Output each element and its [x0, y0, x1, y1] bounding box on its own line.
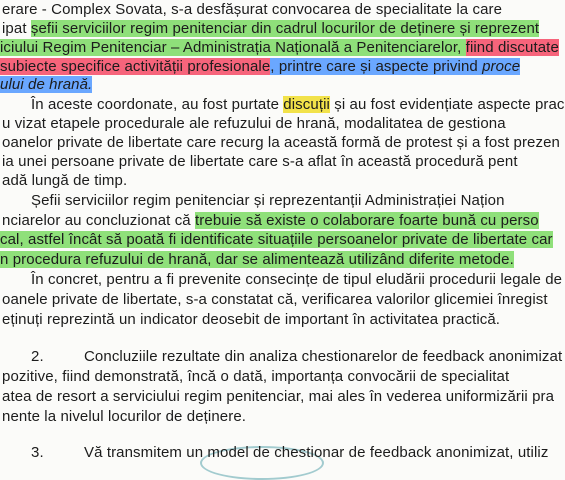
text-span: Concluziile rezultate din analiza chestionarelor de feedback anonimizat [84, 348, 563, 365]
highlight-green: n procedura refuzului de hrană, dar se alimentează utilizând diferite metode. [0, 251, 514, 268]
text-span: Vă transmitem un model de chestionar de feedback anonimizat, utiliz [84, 444, 549, 461]
highlight-blue: , printre care și aspecte privind [270, 58, 483, 75]
highlight-yellow: discuții [283, 96, 330, 113]
text-span: și au fost evidențiate aspecte prac [329, 96, 565, 113]
text-line [31, 444, 44, 462]
text-line [0, 251, 514, 269]
text-line [2, 311, 500, 329]
highlight-green: iciului Regim Penitenciar – Administrația Națională a Penitenciarelor, [0, 39, 466, 56]
text-line [31, 96, 565, 114]
highlight-green: trebuie să existe o colaborare foarte bună cu perso [195, 212, 539, 229]
list-number: 2. [31, 348, 44, 365]
text-span: ipat [2, 20, 31, 37]
text-span: oanelor private de libertate care recurg la această formă de protest și a fost prezen [2, 134, 560, 151]
text-line [31, 192, 505, 210]
text-span: nciarelor au concluzionat că [2, 212, 196, 229]
text-line [0, 58, 520, 76]
text-span: ia unei persoane private de libertate care s-a aflat în această procedură pent [2, 153, 518, 170]
highlight-pink: fiind discutate [465, 39, 559, 56]
text-line [2, 212, 539, 230]
text-line [0, 231, 553, 249]
text-span: u vizat etapele procedurale ale refuzului de hrană, modalitatea de gestiona [2, 115, 506, 132]
text-span: În concret, pentru a fi prevenite consecințe de tipul eludării procedurii legale de [31, 271, 563, 288]
text-line [84, 348, 562, 366]
highlight-green: șefii serviciilor regim penitenciar din cadrul locurilor de deținere și reprezent [30, 20, 540, 37]
highlight-blue: ului de hrană. [0, 76, 93, 93]
text-span: nente la nivelul locurilor de deținere. [2, 408, 247, 425]
highlight-pink: subiecte specifice activității profesionale [0, 58, 271, 75]
text-line [2, 291, 548, 309]
text-line [0, 76, 92, 94]
text-line [31, 348, 44, 366]
highlight-green: cal, astfel încât să poată fi identificate situațiile persoanelor private de libertate car [0, 231, 553, 248]
text-line [31, 271, 562, 289]
text-line [84, 444, 548, 462]
text-span: pozitive, fiind demonstrată, încă o dată, importanța convocării de specialitat [2, 368, 510, 385]
text-span: adă lungă de timp. [2, 172, 128, 189]
text-line [2, 134, 560, 152]
text-line [2, 20, 539, 38]
text-span: eținuți reprezintă un indicator deosebit de important în activitatea practică. [2, 311, 501, 328]
highlight-blue: proce [482, 58, 521, 75]
text-line [2, 153, 518, 171]
text-span: oanele private de libertate, s-a constatat că, verificarea valorilor glicemiei înregist [2, 291, 548, 308]
text-line [2, 408, 246, 426]
text-line [2, 172, 127, 190]
text-line [2, 388, 554, 406]
text-span: În aceste coordonate, au fost purtate [31, 96, 284, 113]
text-line [2, 115, 506, 133]
text-line [2, 368, 509, 386]
text-line [2, 1, 502, 19]
text-span: atea de resort a serviciului regim penitenciar, mai ales în vederea uniformizării pra [2, 388, 555, 405]
text-span: erare - Complex Sovata, s-a desfășurat convocarea de specialitate la care [2, 1, 503, 18]
text-span: Șefii serviciilor regim penitenciar și reprezentanții Administrației Națion [31, 192, 505, 209]
list-number: 3. [31, 444, 44, 461]
text-line [0, 39, 559, 57]
